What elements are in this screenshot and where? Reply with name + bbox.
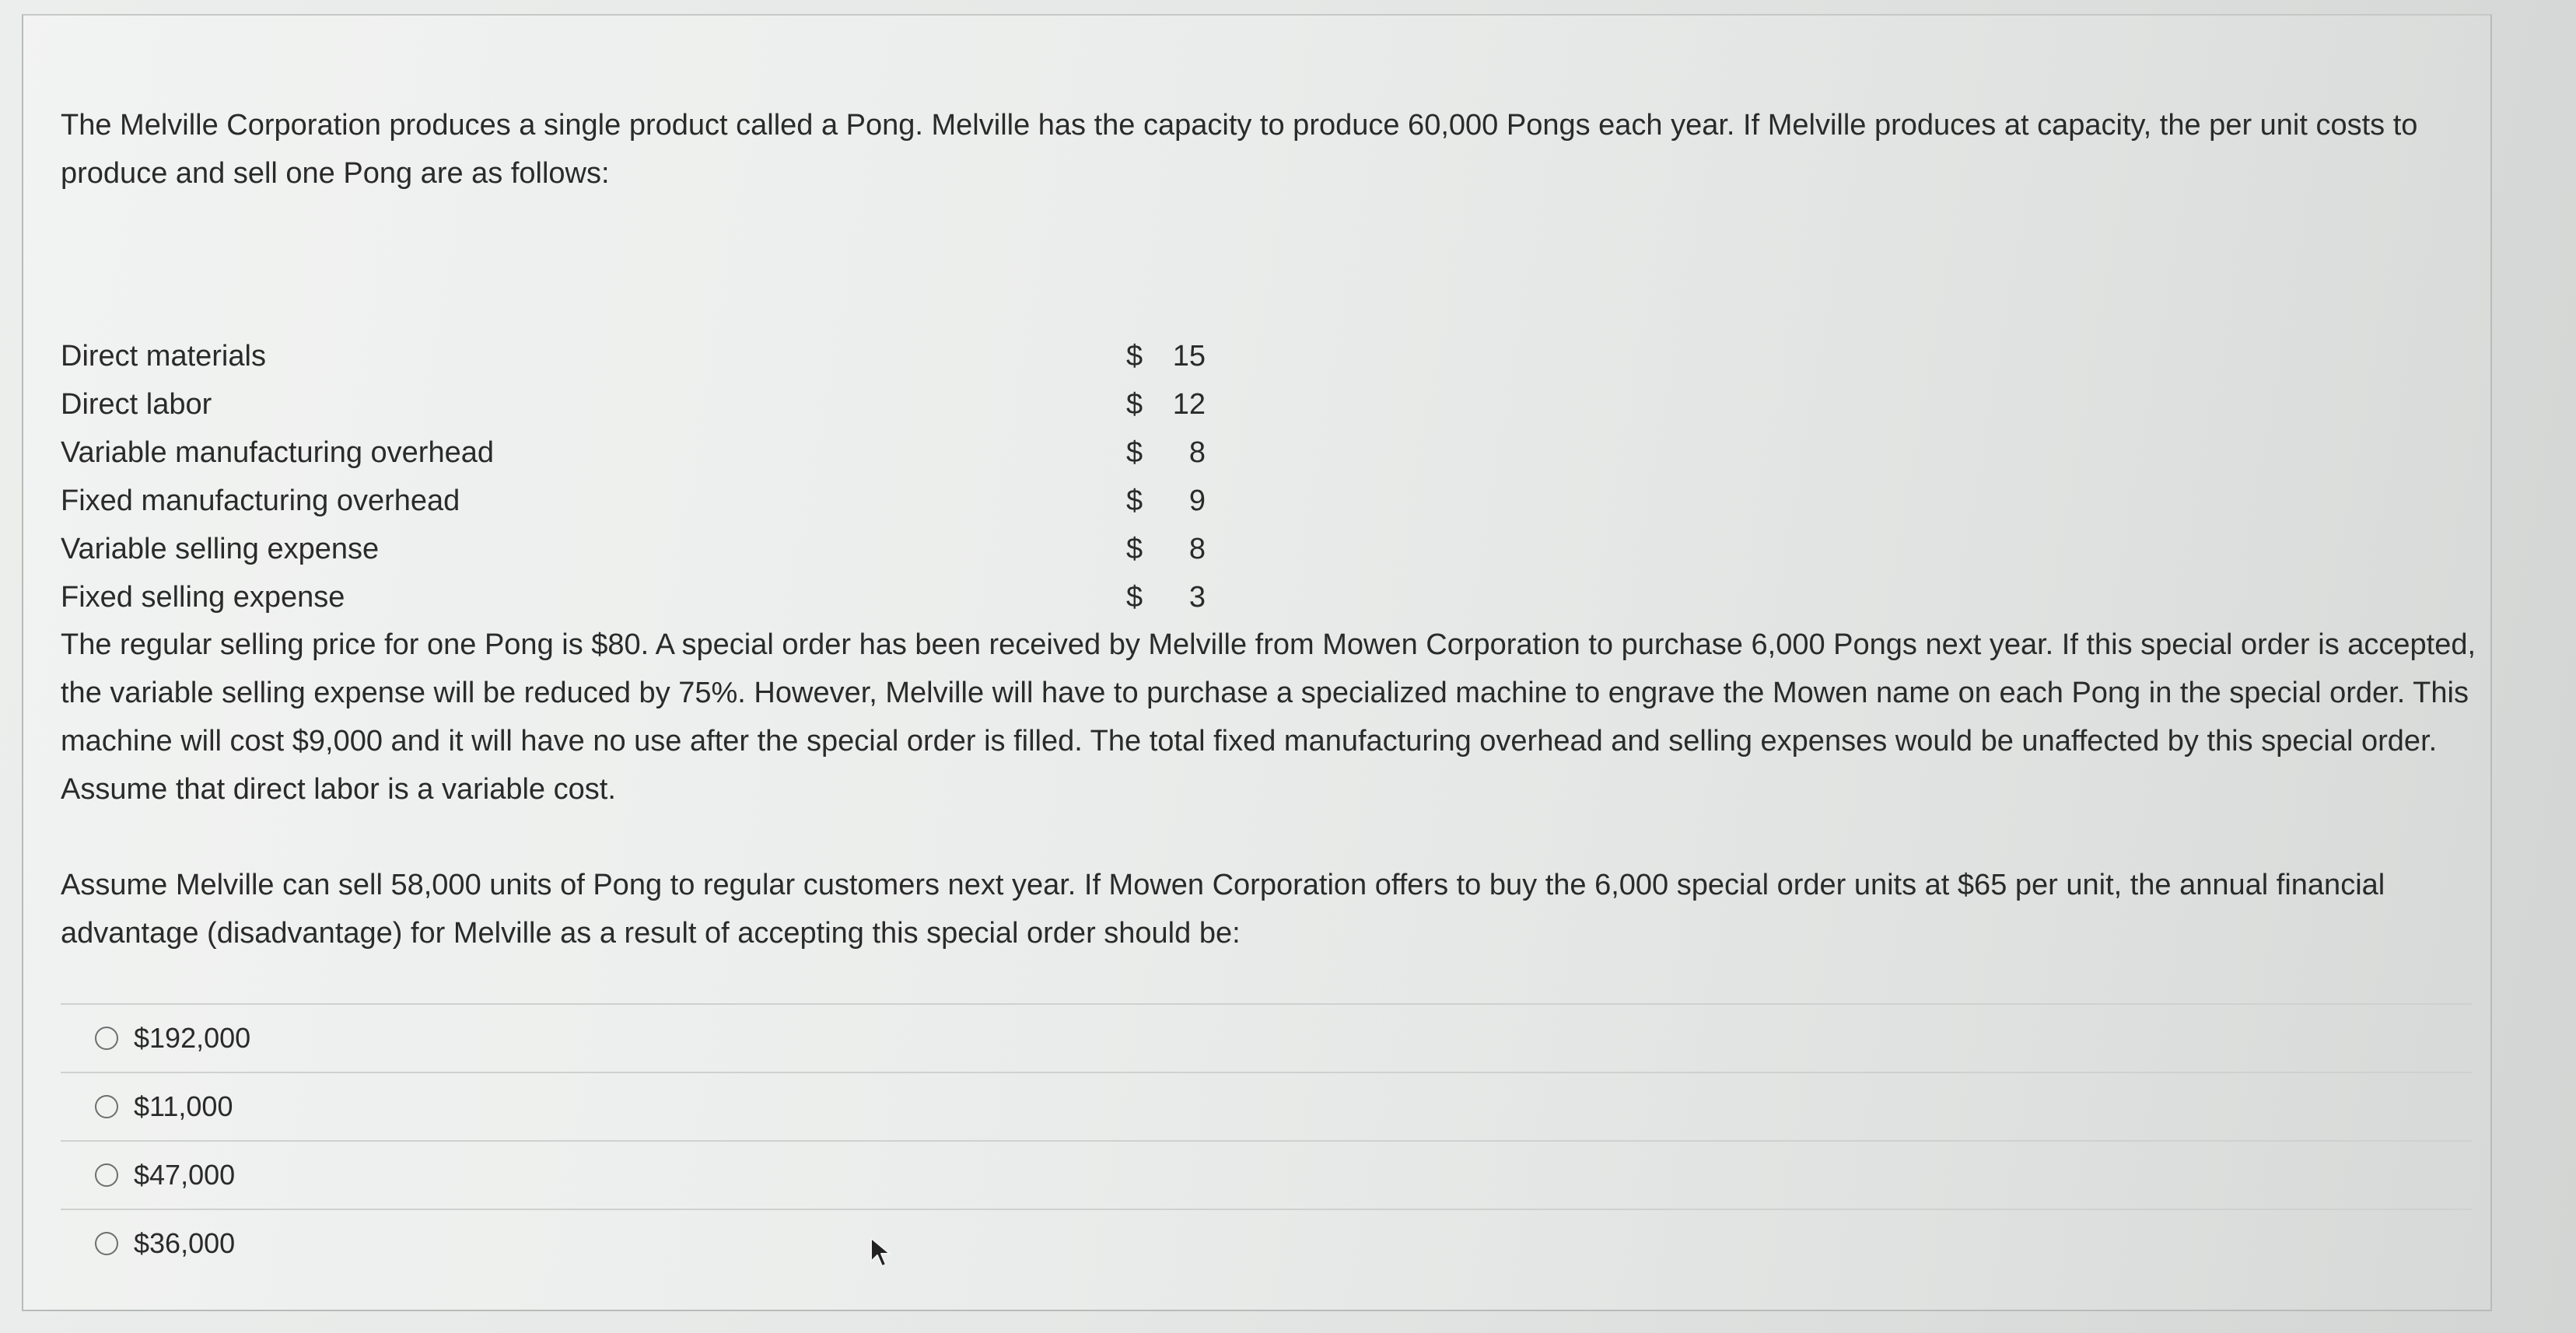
cost-label: Fixed selling expense <box>61 580 345 614</box>
cost-currency: $ <box>1126 387 1143 421</box>
answer-label: $36,000 <box>134 1227 236 1259</box>
cost-row <box>61 332 1227 380</box>
radio-button[interactable] <box>95 1163 118 1187</box>
answer-label: $47,000 <box>134 1159 236 1191</box>
special-order-text: The regular selling price for one Pong is $80. A special order has been received by Melville from Mowen Corporation to purchase 6,000 Pongs next year. If this special order is accepted, the variable selling expense will be reduced by 75%. However, Melville will have to purchase a specialized machine to engrave the Mowen name on each Pong in the special order. This machine will cost $9,000 and it will have no use after the special order is filled. The total fixed manufacturing overhead and selling expenses would be unaffected by this special order. Assume that direct labor is a variable cost. <box>61 628 2476 806</box>
cost-row <box>61 429 1227 477</box>
radio-button[interactable] <box>95 1027 118 1050</box>
radio-button[interactable] <box>95 1232 118 1255</box>
cost-row <box>61 573 1227 621</box>
cost-label: Variable selling expense <box>61 532 380 565</box>
cost-currency: $ <box>1126 580 1143 614</box>
answer-option[interactable] <box>61 1003 2472 1072</box>
mouse-cursor-icon <box>870 1237 891 1268</box>
answer-option[interactable] <box>61 1072 2472 1140</box>
cost-value: 15 <box>1172 339 1206 373</box>
answer-label: $192,000 <box>134 1022 251 1054</box>
cost-currency: $ <box>1126 339 1143 373</box>
cost-value: 3 <box>1188 580 1206 614</box>
cost-currency: $ <box>1126 436 1143 469</box>
cost-value: 12 <box>1172 387 1206 421</box>
cost-value: 9 <box>1188 484 1206 517</box>
question-intro: The Melville Corporation produces a single product called a Pong. Melville has the capacity to produce 60,000 Pongs each year. If Melville produces at capacity, the per unit costs to produce and sell one Pong are as follows: <box>61 109 2418 190</box>
radio-button[interactable] <box>95 1095 118 1118</box>
cost-table <box>61 332 1227 621</box>
cost-label: Direct labor <box>61 387 212 421</box>
cost-label: Variable manufacturing overhead <box>61 436 494 469</box>
cost-row <box>61 380 1227 429</box>
cost-value: 8 <box>1188 436 1206 469</box>
cost-value: 8 <box>1188 532 1206 565</box>
cost-row <box>61 525 1227 573</box>
answer-label: $11,000 <box>134 1090 233 1122</box>
cost-label: Fixed manufacturing overhead <box>61 484 460 517</box>
answer-options <box>61 1003 2472 1277</box>
cost-currency: $ <box>1126 484 1143 517</box>
cost-label: Direct materials <box>61 339 266 373</box>
question-prompt: Assume Melville can sell 58,000 units of Pong to regular customers next year. If Mowen Corporation offers to buy the 6,000 special order units at $65 per unit, the annual financial advantage (disadvantage) for Melville as a result of accepting this special order should be: <box>61 869 2385 950</box>
question-card <box>22 14 2492 1311</box>
cost-currency: $ <box>1126 532 1143 565</box>
cost-row <box>61 477 1227 525</box>
answer-option[interactable] <box>61 1140 2472 1209</box>
answer-option[interactable] <box>61 1209 2472 1277</box>
